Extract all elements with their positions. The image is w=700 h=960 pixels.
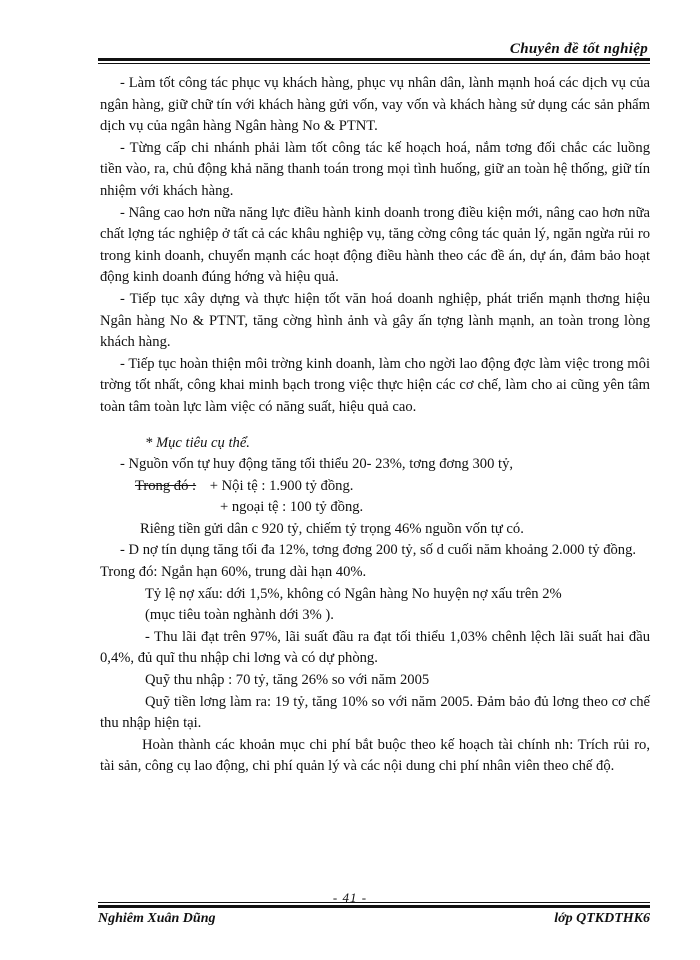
- footer-author: Nghiêm Xuân Dũng: [98, 911, 216, 926]
- deposit-share: Riêng tiền gửi dân c 920 tỷ, chiếm tỷ trọng 46% nguồn vốn tự có.: [140, 520, 524, 537]
- mandatory-costs: Hoàn thành các khoản mục chi phí bắt buộc theo kế hoạch tài chính nh: Trích rủi ro, tài sản, công cụ lao động, chi phí quản lý và các nội dung chi phí nhân viên theo chế độ.: [100, 736, 650, 775]
- domestic-currency: + Nội tệ : 1.900 tỷ đồng.: [209, 477, 354, 494]
- header-rule: [98, 58, 650, 61]
- capital-breakdown-row: [100, 476, 650, 498]
- target-capital: - Nguồn vốn tự huy động tăng tối thiểu 20- 23%, tơng đơng 300 tỷ,: [120, 456, 514, 473]
- salary-fund: Quỹ tiền lơng làm ra: 19 tỷ, tăng 10% so với năm 2005. Đảm bảo đủ lơng theo cơ chế thu nhập hiện tại.: [100, 693, 650, 732]
- paragraph-management: - Nâng cao hơn nữa năng lực điều hành kinh doanh trong điều kiện mới, nâng cao hơn nữa chất lợng tác nghiệp ở tất cả các khâu nghiệp vụ, tăng cờng công tác quản lý, ngăn ngừa rủi ro trong kinh doanh, chuyển mạnh các hoạt động điều hành theo các đề án, dự án, đảm bảo hoạt động kinh doanh đúng hớng và hiệu quả.: [100, 204, 650, 286]
- trong-do-label: Trong đó :: [135, 477, 197, 494]
- header-title: Chuyên đề tốt nghiệp: [509, 41, 648, 57]
- foreign-currency: + ngoại tệ : 100 tỷ đồng.: [220, 499, 364, 516]
- paragraph-planning: - Từng cấp chi nhánh phải làm tốt công tác kế hoạch hoá, nắm tơng đối chắc các luồng tiền vào, ra, chủ động khả năng thanh toán trong mọi tình huống, giữ an toàn hệ thống, giữ tín nhiệm với khách hàng.: [100, 139, 650, 199]
- document-body: [100, 73, 650, 778]
- industry-target: (mục tiêu toàn nghành dới 3% ).: [145, 607, 334, 624]
- footer-class: lớp QTKDTHK6: [554, 911, 650, 926]
- interest-collection: - Thu lãi đạt trên 97%, lãi suất đầu ra đạt tối thiểu 1,03% chênh lệch lãi suất hai đầu 0,4%, đủ quĩ thu nhập chi lơng và có dự phòng.: [100, 628, 650, 667]
- targets-heading: * Mục tiêu cụ thể.: [145, 434, 250, 451]
- paragraph-environment: - Tiếp tục hoàn thiện môi trờng kinh doanh, làm cho ngời lao động đợc làm việc trong môi trờng tốt nhất, công khai minh bạch trong việc thực hiện các cơ chế, làm cho ai cũng yên tâm toàn tâm toàn lực làm việc có năng suất, hiệu quả cao.: [100, 355, 650, 415]
- paragraph-service: - Làm tốt công tác phục vụ khách hàng, phục vụ nhân dân, lành mạnh hoá các dịch vụ của ngân hàng, giữ chữ tín với khách hàng gửi vốn, vay vốn và khách hàng sử dụng các sản phẩm dịch vụ của ngân hàng Ngân hàng No & PTNT.: [100, 75, 650, 135]
- income-fund: Quỹ thu nhập : 70 tỷ, tăng 26% so với năm 2005: [145, 672, 430, 689]
- footer-rule: [98, 902, 650, 903]
- paragraph-culture: - Tiếp tục xây dựng và thực hiện tốt văn hoá doanh nghiệp, phát triển mạnh thơng hiệu Ngân hàng No & PTNT, tăng cờng hình ảnh và gây ấn tợng lành mạnh, an toàn trong lòng khách hàng.: [100, 290, 650, 351]
- target-credit: - D nợ tín dụng tăng tối đa 12%, tơng đơng 200 tỷ, số d cuối năm khoảng 2.000 tỷ đồng.: [120, 542, 637, 559]
- bad-debt-ratio: Tỷ lệ nợ xấu: dới 1,5%, không có Ngân hàng No huyện nợ xấu trên 2%: [145, 585, 562, 602]
- page-number: - 41 -: [332, 890, 368, 905]
- credit-term-split: Trong đó: Ngắn hạn 60%, trung dài hạn 40%.: [100, 564, 367, 581]
